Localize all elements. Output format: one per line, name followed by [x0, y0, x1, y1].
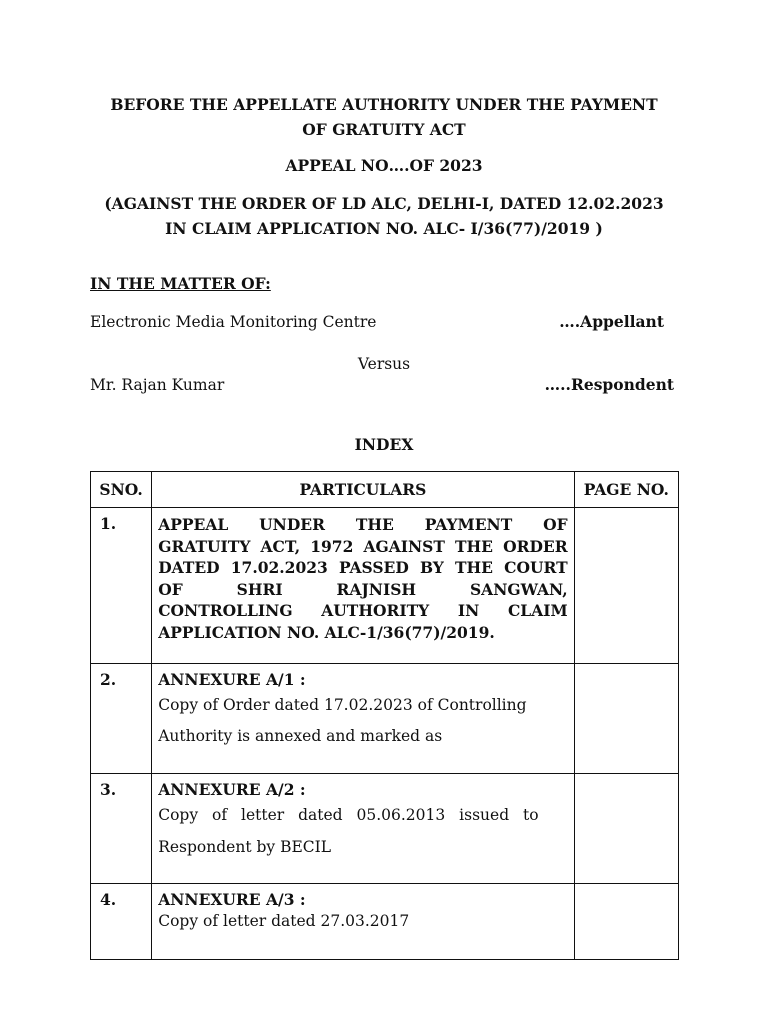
appeal-description-line: CONTROLLING AUTHORITY IN CLAIM	[158, 601, 568, 620]
table-row	[91, 884, 679, 960]
row-particulars	[152, 508, 574, 664]
row-page-no	[574, 664, 678, 774]
appellant-name: Electronic Media Monitoring Centre	[90, 313, 377, 331]
row-sno: 4.	[91, 884, 152, 960]
matter-title: IN THE MATTER OF:	[90, 274, 271, 293]
annexure-body-line: Copy of letter dated 27.03.2017	[158, 912, 410, 930]
row-particulars	[152, 884, 574, 960]
annexure-title: ANNEXURE A/3 :	[158, 890, 306, 909]
row-sno: 2.	[91, 664, 152, 774]
heading-line-1: BEFORE THE APPELLATE AUTHORITY UNDER THE PAYMENT	[110, 95, 658, 114]
respondent-name: Mr. Rajan Kumar	[90, 376, 225, 394]
against-order-line-2: IN CLAIM APPLICATION NO. ALC- I/36(77)/2019 )	[165, 219, 603, 238]
row-particulars	[152, 664, 574, 774]
table-header-row	[91, 472, 679, 508]
row-page-no	[574, 508, 678, 664]
appeal-description-line: APPEAL UNDER THE PAYMENT OF	[158, 515, 568, 534]
appeal-description-line: GRATUITY ACT, 1972 AGAINST THE ORDER	[158, 536, 568, 556]
appeal-description-line: OF SHRI RAJNISH SANGWAN,	[158, 579, 568, 599]
appellant-role: ….Appellant	[559, 312, 664, 331]
annexure-title: ANNEXURE A/2 :	[158, 780, 306, 799]
row-sno: 1.	[91, 508, 152, 664]
annexure-body-line: Authority is annexed and marked as	[158, 727, 443, 745]
row-page-no	[574, 774, 678, 884]
row-page-no	[574, 884, 678, 960]
index-title: INDEX	[354, 435, 414, 454]
appeal-description-line: DATED 17.02.2023 PASSED BY THE COURT	[158, 558, 568, 577]
table-row	[91, 664, 679, 774]
index-table	[90, 471, 679, 960]
table-row	[91, 774, 679, 884]
annexure-body-line: Respondent by BECIL	[158, 838, 332, 856]
table-row	[91, 508, 679, 664]
annexure-body-line: Copy of letter dated 05.06.2013 issued to	[158, 806, 539, 824]
appeal-description	[158, 514, 567, 643]
header-sno: SNO.	[91, 472, 152, 508]
appeal-number: APPEAL NO….OF 2023	[285, 156, 483, 175]
row-particulars	[152, 774, 574, 884]
row-sno: 3.	[91, 774, 152, 884]
annexure-title: ANNEXURE A/1 :	[158, 670, 306, 689]
header-particulars: PARTICULARS	[152, 472, 574, 508]
heading-line-2: OF GRATUITY ACT	[302, 120, 466, 139]
header-page-no: PAGE NO.	[574, 472, 678, 508]
versus-label: Versus	[357, 355, 411, 373]
annexure-body-line: Copy of Order dated 17.02.2023 of Controlling	[158, 696, 527, 714]
appeal-description-line: APPLICATION NO. ALC-1/36(77)/2019.	[158, 622, 495, 642]
against-order-line-1: (AGAINST THE ORDER OF LD ALC, DELHI-I, DATED 12.02.2023	[104, 194, 664, 213]
respondent-role: …..Respondent	[544, 375, 674, 394]
